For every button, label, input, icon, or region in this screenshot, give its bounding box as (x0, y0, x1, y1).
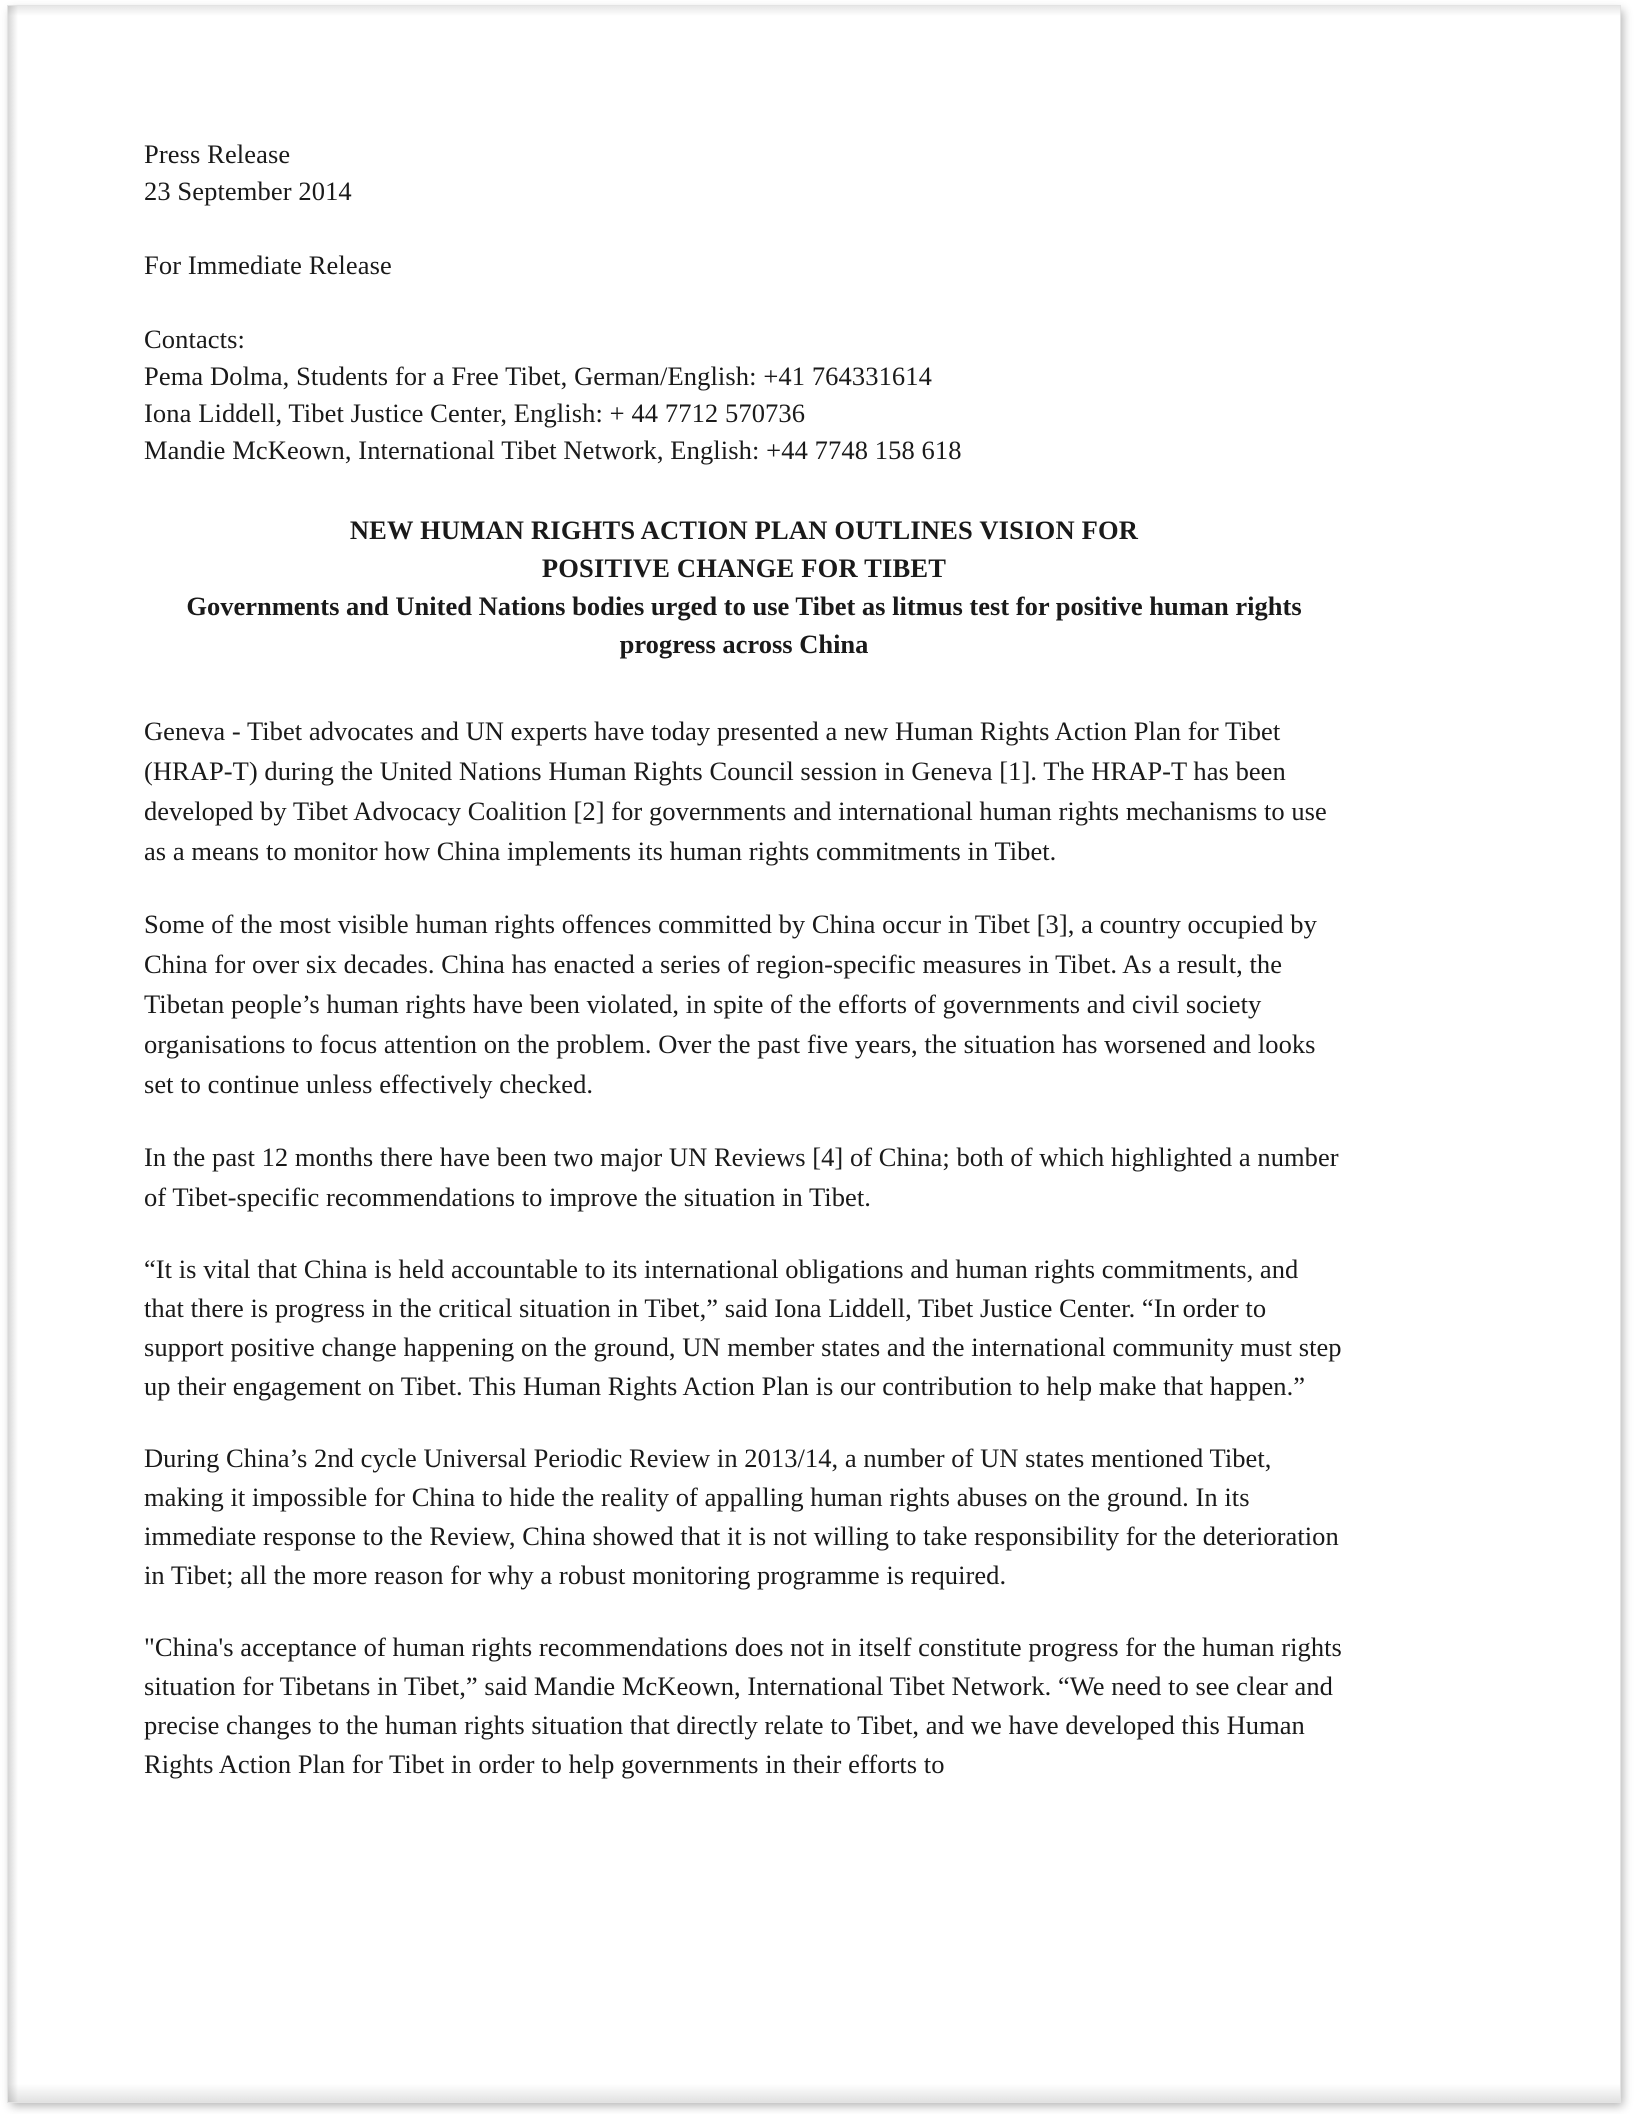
press-release-meta (144, 136, 1344, 210)
body-paragraph: Some of the most visible human rights offences committed by China occur in Tibet [3], a country occupied by China for over six decades. China has enacted a series of region-specific measures in Tibet. As a result, the Tibetan people’s human rights have been violated, in spite of the efforts of governments and civil society organisations to focus attention on the problem. Over the past five years, the situation has worsened and looks set to continue unless effectively checked. (144, 909, 1317, 1099)
press-release-label: Press Release (144, 139, 291, 169)
contact-item: Mandie McKeown, International Tibet Network, English: +44 7748 158 618 (144, 435, 962, 465)
scan-edge-shadow-top (8, 6, 1620, 16)
headline-subhead: Governments and United Nations bodies urged to use Tibet as litmus test for positive human rights progress across China (186, 591, 1302, 659)
body-paragraph: In the past 12 months there have been two major UN Reviews [4] of China; both of which highlighted a number of Tibet-specific recommendations to improve the situation in Tibet. (144, 1142, 1339, 1212)
contact-item: Iona Liddell, Tibet Justice Center, English: + 44 7712 570736 (144, 398, 806, 428)
release-status: For Immediate Release (144, 250, 392, 280)
contacts-label: Contacts: (144, 324, 245, 354)
body-paragraph: Geneva - Tibet advocates and UN experts have today presented a new Human Rights Action Plan for Tibet (HRAP-T) during the United Nations Human Rights Council session in Geneva [1]. The HRAP-T has been developed by Tibet Advocacy Coalition [2] for governments and international human rights mechanisms to use as a means to monitor how China implements its human rights commitments in Tibet. (144, 716, 1327, 866)
document-page (8, 6, 1620, 2102)
scan-edge-shadow-left (8, 6, 18, 2102)
headline-line-1: NEW HUMAN RIGHTS ACTION PLAN OUTLINES VISION FOR (349, 515, 1139, 545)
contact-item: Pema Dolma, Students for a Free Tibet, German/English: +41 764331614 (144, 361, 932, 391)
headline-line-2: POSITIVE CHANGE FOR TIBET (541, 553, 947, 583)
scan-edge-shadow-bottom (8, 2084, 1620, 2102)
contacts-block (144, 321, 1344, 469)
spacer-after-status (144, 284, 1344, 321)
spacer-after-meta (144, 210, 1344, 247)
body-paragraph-quote: “It is vital that China is held accountable to its international obligations and human rights commitments, and that there is progress in the critical situation in Tibet,” said Iona Liddell, Tibet Justice Center. “In order to support positive change happening on the ground, UN member states and the international community must step up their engagement on Tibet. This Human Rights Action Plan is our contribution to help make that happen.” (144, 1254, 1342, 1401)
document-content (144, 136, 1344, 1784)
press-release-date: 23 September 2014 (144, 176, 352, 206)
body-paragraph: During China’s 2nd cycle Universal Periodic Review in 2013/14, a number of UN states mentioned Tibet, making it impossible for China to hide the reality of appalling human rights abuses on the ground. In its immediate response to the Review, China showed that it is not willing to take responsibility for the deterioration in Tibet; all the more reason for why a robust monitoring programme is required. (144, 1443, 1339, 1590)
headline-block (144, 511, 1344, 663)
body-block (144, 711, 1344, 1784)
body-paragraph-quote: "China's acceptance of human rights recommendations does not in itself constitute progress for the human rights situation for Tibetans in Tibet,” said Mandie McKeown, International Tibet Network. “We need to see clear and precise changes to the human rights situation that directly relate to Tibet, and we have developed this Human Rights Action Plan for Tibet in order to help governments in their efforts to (144, 1632, 1342, 1779)
